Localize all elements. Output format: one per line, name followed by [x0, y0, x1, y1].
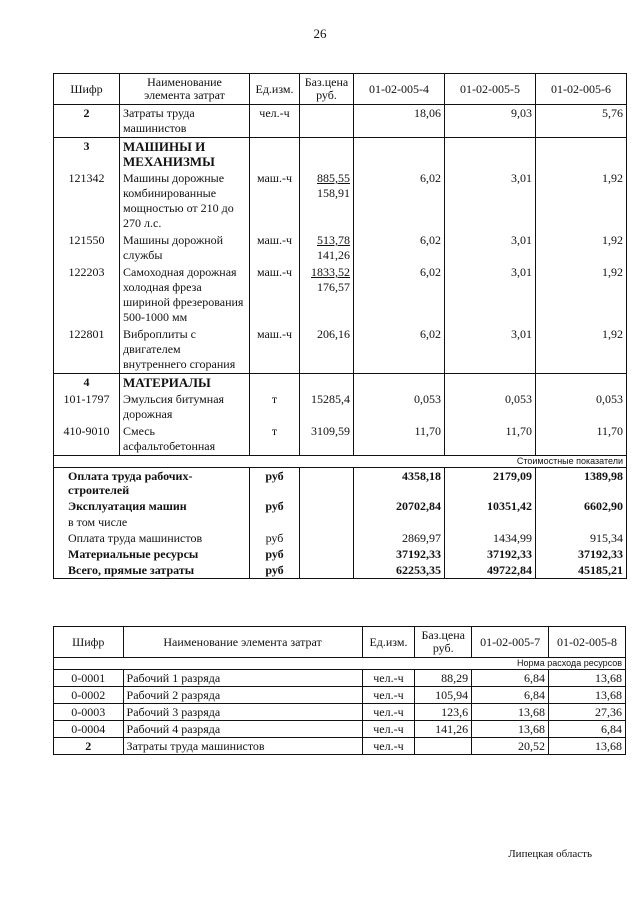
total-unit: руб — [250, 498, 300, 514]
header-price: Баз.цена руб. — [415, 627, 472, 658]
table-row — [54, 738, 626, 755]
row-unit: т — [250, 423, 300, 456]
total-unit: руб — [250, 562, 300, 579]
total-value: 6602,90 — [536, 498, 627, 514]
row-value: 6,02 — [354, 326, 445, 374]
row-name: Машины дорожные комбинированные мощностью от 210 до 270 л.с. — [120, 170, 250, 232]
row-value: 11,70 — [354, 423, 445, 456]
row-unit: чел.-ч — [362, 721, 415, 738]
total-unit: руб — [250, 468, 300, 499]
row-code: 121342 — [54, 170, 120, 232]
row-value: 0,053 — [445, 391, 536, 423]
row-unit: маш.-ч — [250, 326, 300, 374]
row-value: 3,01 — [445, 326, 536, 374]
row-code: 0-0001 — [54, 670, 124, 687]
price-wage: 158,91 — [317, 186, 350, 200]
table-row — [54, 105, 627, 138]
row-unit: чел.-ч — [362, 704, 415, 721]
header-unit: Ед.изм. — [362, 627, 415, 658]
total-value: 62253,35 — [354, 562, 445, 579]
total-label: Материальные ресурсы — [54, 546, 250, 562]
row-value: 1,92 — [536, 326, 627, 374]
row-name: Рабочий 2 разряда — [123, 687, 362, 704]
row-value: 18,06 — [354, 105, 445, 138]
row-name: Затраты труда машинистов — [120, 105, 250, 138]
total-row — [54, 546, 627, 562]
header-col2: 01-02-005-5 — [445, 74, 536, 105]
total-unit: руб — [250, 530, 300, 546]
row-price — [300, 105, 354, 138]
row-price: 206,16 — [300, 326, 354, 374]
row-value: 6,84 — [472, 670, 549, 687]
table-header — [54, 74, 627, 105]
header-unit: Ед.изм. — [250, 74, 300, 105]
total-row — [54, 468, 627, 499]
total-row — [54, 514, 627, 530]
total-value: 1389,98 — [536, 468, 627, 499]
total-value: 37192,33 — [354, 546, 445, 562]
row-value: 1,92 — [536, 264, 627, 326]
row-name: Смесь асфальтобетонная — [120, 423, 250, 456]
header-code: Шифр — [54, 74, 120, 105]
row-price: 88,29 — [415, 670, 472, 687]
total-value: 10351,42 — [445, 498, 536, 514]
table-row — [54, 326, 627, 374]
row-code: 0-0002 — [54, 687, 124, 704]
row-value: 0,053 — [354, 391, 445, 423]
row-name: Рабочий 1 разряда — [123, 670, 362, 687]
row-code: 2 — [54, 105, 120, 138]
row-unit: чел.-ч — [362, 738, 415, 755]
header-col3: 01-02-005-6 — [536, 74, 627, 105]
row-value: 1,92 — [536, 232, 627, 264]
row-value: 5,76 — [536, 105, 627, 138]
row-code: 0-0003 — [54, 704, 124, 721]
total-value: 4358,18 — [354, 468, 445, 499]
row-unit: маш.-ч — [250, 170, 300, 232]
total-label: в том числе — [54, 514, 250, 530]
row-unit: чел.-ч — [362, 670, 415, 687]
total-value: 2179,09 — [445, 468, 536, 499]
total-unit: руб — [250, 546, 300, 562]
row-value: 11,70 — [445, 423, 536, 456]
row-name: Эмульсия битумная дорожная — [120, 391, 250, 423]
total-label: Оплата труда рабочих-строителей — [54, 468, 250, 499]
row-value: 3,01 — [445, 264, 536, 326]
total-value: 1434,99 — [445, 530, 536, 546]
price-base: 1833,52 — [311, 265, 350, 279]
row-price: 105,94 — [415, 687, 472, 704]
row-code: 101-1797 — [54, 391, 120, 423]
row-unit: маш.-ч — [250, 232, 300, 264]
row-value: 3,01 — [445, 170, 536, 232]
total-value: 37192,33 — [445, 546, 536, 562]
row-price — [300, 232, 354, 264]
total-row — [54, 498, 627, 514]
row-value: 13,68 — [549, 738, 626, 755]
header-code: Шифр — [54, 627, 124, 658]
row-name: Самоходная дорожная холодная фреза шириной фрезерования 500-1000 мм — [120, 264, 250, 326]
row-value: 1,92 — [536, 170, 627, 232]
section-title: МАШИНЫ И МЕХАНИЗМЫ — [120, 138, 250, 171]
row-name: Затраты труда машинистов — [123, 738, 362, 755]
row-value: 13,68 — [472, 704, 549, 721]
section-title: МАТЕРИАЛЫ — [120, 374, 250, 392]
resource-table-1 — [53, 73, 627, 579]
header-price: Баз.цена руб. — [300, 74, 354, 105]
row-name: Рабочий 3 разряда — [123, 704, 362, 721]
row-value: 3,01 — [445, 232, 536, 264]
row-value: 0,053 — [536, 391, 627, 423]
row-unit: чел.-ч — [362, 687, 415, 704]
table-row — [54, 264, 627, 326]
table-row — [54, 423, 627, 456]
total-value: 37192,33 — [536, 546, 627, 562]
row-value: 13,68 — [472, 721, 549, 738]
total-row — [54, 530, 627, 546]
row-price: 3109,59 — [300, 423, 354, 456]
row-code: 122801 — [54, 326, 120, 374]
row-value: 6,02 — [354, 264, 445, 326]
row-unit: маш.-ч — [250, 264, 300, 326]
total-row — [54, 562, 627, 579]
header-col1: 01-02-005-4 — [354, 74, 445, 105]
cost-header: Стоимостные показатели — [54, 456, 627, 468]
price-wage: 141,26 — [317, 248, 350, 262]
row-value: 6,84 — [472, 687, 549, 704]
row-value: 27,36 — [549, 704, 626, 721]
norm-header: Норма расхода ресурсов — [54, 658, 626, 670]
cost-header-row — [54, 456, 627, 468]
row-name: Виброплиты с двигателем внутреннего сгорания — [120, 326, 250, 374]
header-col1: 01-02-005-7 — [472, 627, 549, 658]
row-price: 123,6 — [415, 704, 472, 721]
row-value: 6,02 — [354, 170, 445, 232]
total-value: 20702,84 — [354, 498, 445, 514]
section-code: 4 — [54, 374, 120, 392]
table-row — [54, 391, 627, 423]
section-row — [54, 138, 627, 171]
row-price: 141,26 — [415, 721, 472, 738]
total-value: 49722,84 — [445, 562, 536, 579]
footer-region: Липецкая область — [508, 848, 592, 860]
table-row — [54, 170, 627, 232]
row-code: 121550 — [54, 232, 120, 264]
header-col2: 01-02-005-8 — [549, 627, 626, 658]
price-base: 885,55 — [317, 171, 350, 185]
table-row — [54, 687, 626, 704]
row-value: 9,03 — [445, 105, 536, 138]
row-price — [300, 264, 354, 326]
row-value: 20,52 — [472, 738, 549, 755]
header-name: Наименование элемента затрат — [123, 627, 362, 658]
row-value: 11,70 — [536, 423, 627, 456]
table-row — [54, 704, 626, 721]
row-price — [300, 170, 354, 232]
table-header — [54, 627, 626, 658]
table-row — [54, 670, 626, 687]
row-unit: т — [250, 391, 300, 423]
resource-table-2 — [53, 626, 626, 755]
total-value: 915,34 — [536, 530, 627, 546]
price-wage: 176,57 — [317, 280, 350, 294]
row-code: 2 — [54, 738, 124, 755]
header-name: Наименование элемента затрат — [120, 74, 250, 105]
total-label: Эксплуатация машин — [54, 498, 250, 514]
section-code: 3 — [54, 138, 120, 171]
row-unit: чел.-ч — [250, 105, 300, 138]
total-label: Оплата труда машинистов — [54, 530, 250, 546]
page-number: 26 — [313, 26, 327, 41]
section-row — [54, 374, 627, 392]
row-name: Машины дорожной службы — [120, 232, 250, 264]
row-price: 15285,4 — [300, 391, 354, 423]
row-value: 13,68 — [549, 687, 626, 704]
row-value: 13,68 — [549, 670, 626, 687]
total-label: Всего, прямые затраты — [54, 562, 250, 579]
price-base: 513,78 — [317, 233, 350, 247]
row-price — [415, 738, 472, 755]
total-value: 45185,21 — [536, 562, 627, 579]
row-code: 0-0004 — [54, 721, 124, 738]
row-name: Рабочий 4 разряда — [123, 721, 362, 738]
norm-header-row — [54, 658, 626, 670]
row-code: 122203 — [54, 264, 120, 326]
row-code: 410-9010 — [54, 423, 120, 456]
row-value: 6,02 — [354, 232, 445, 264]
table-row — [54, 232, 627, 264]
row-value: 6,84 — [549, 721, 626, 738]
total-value: 2869,97 — [354, 530, 445, 546]
table-row — [54, 721, 626, 738]
